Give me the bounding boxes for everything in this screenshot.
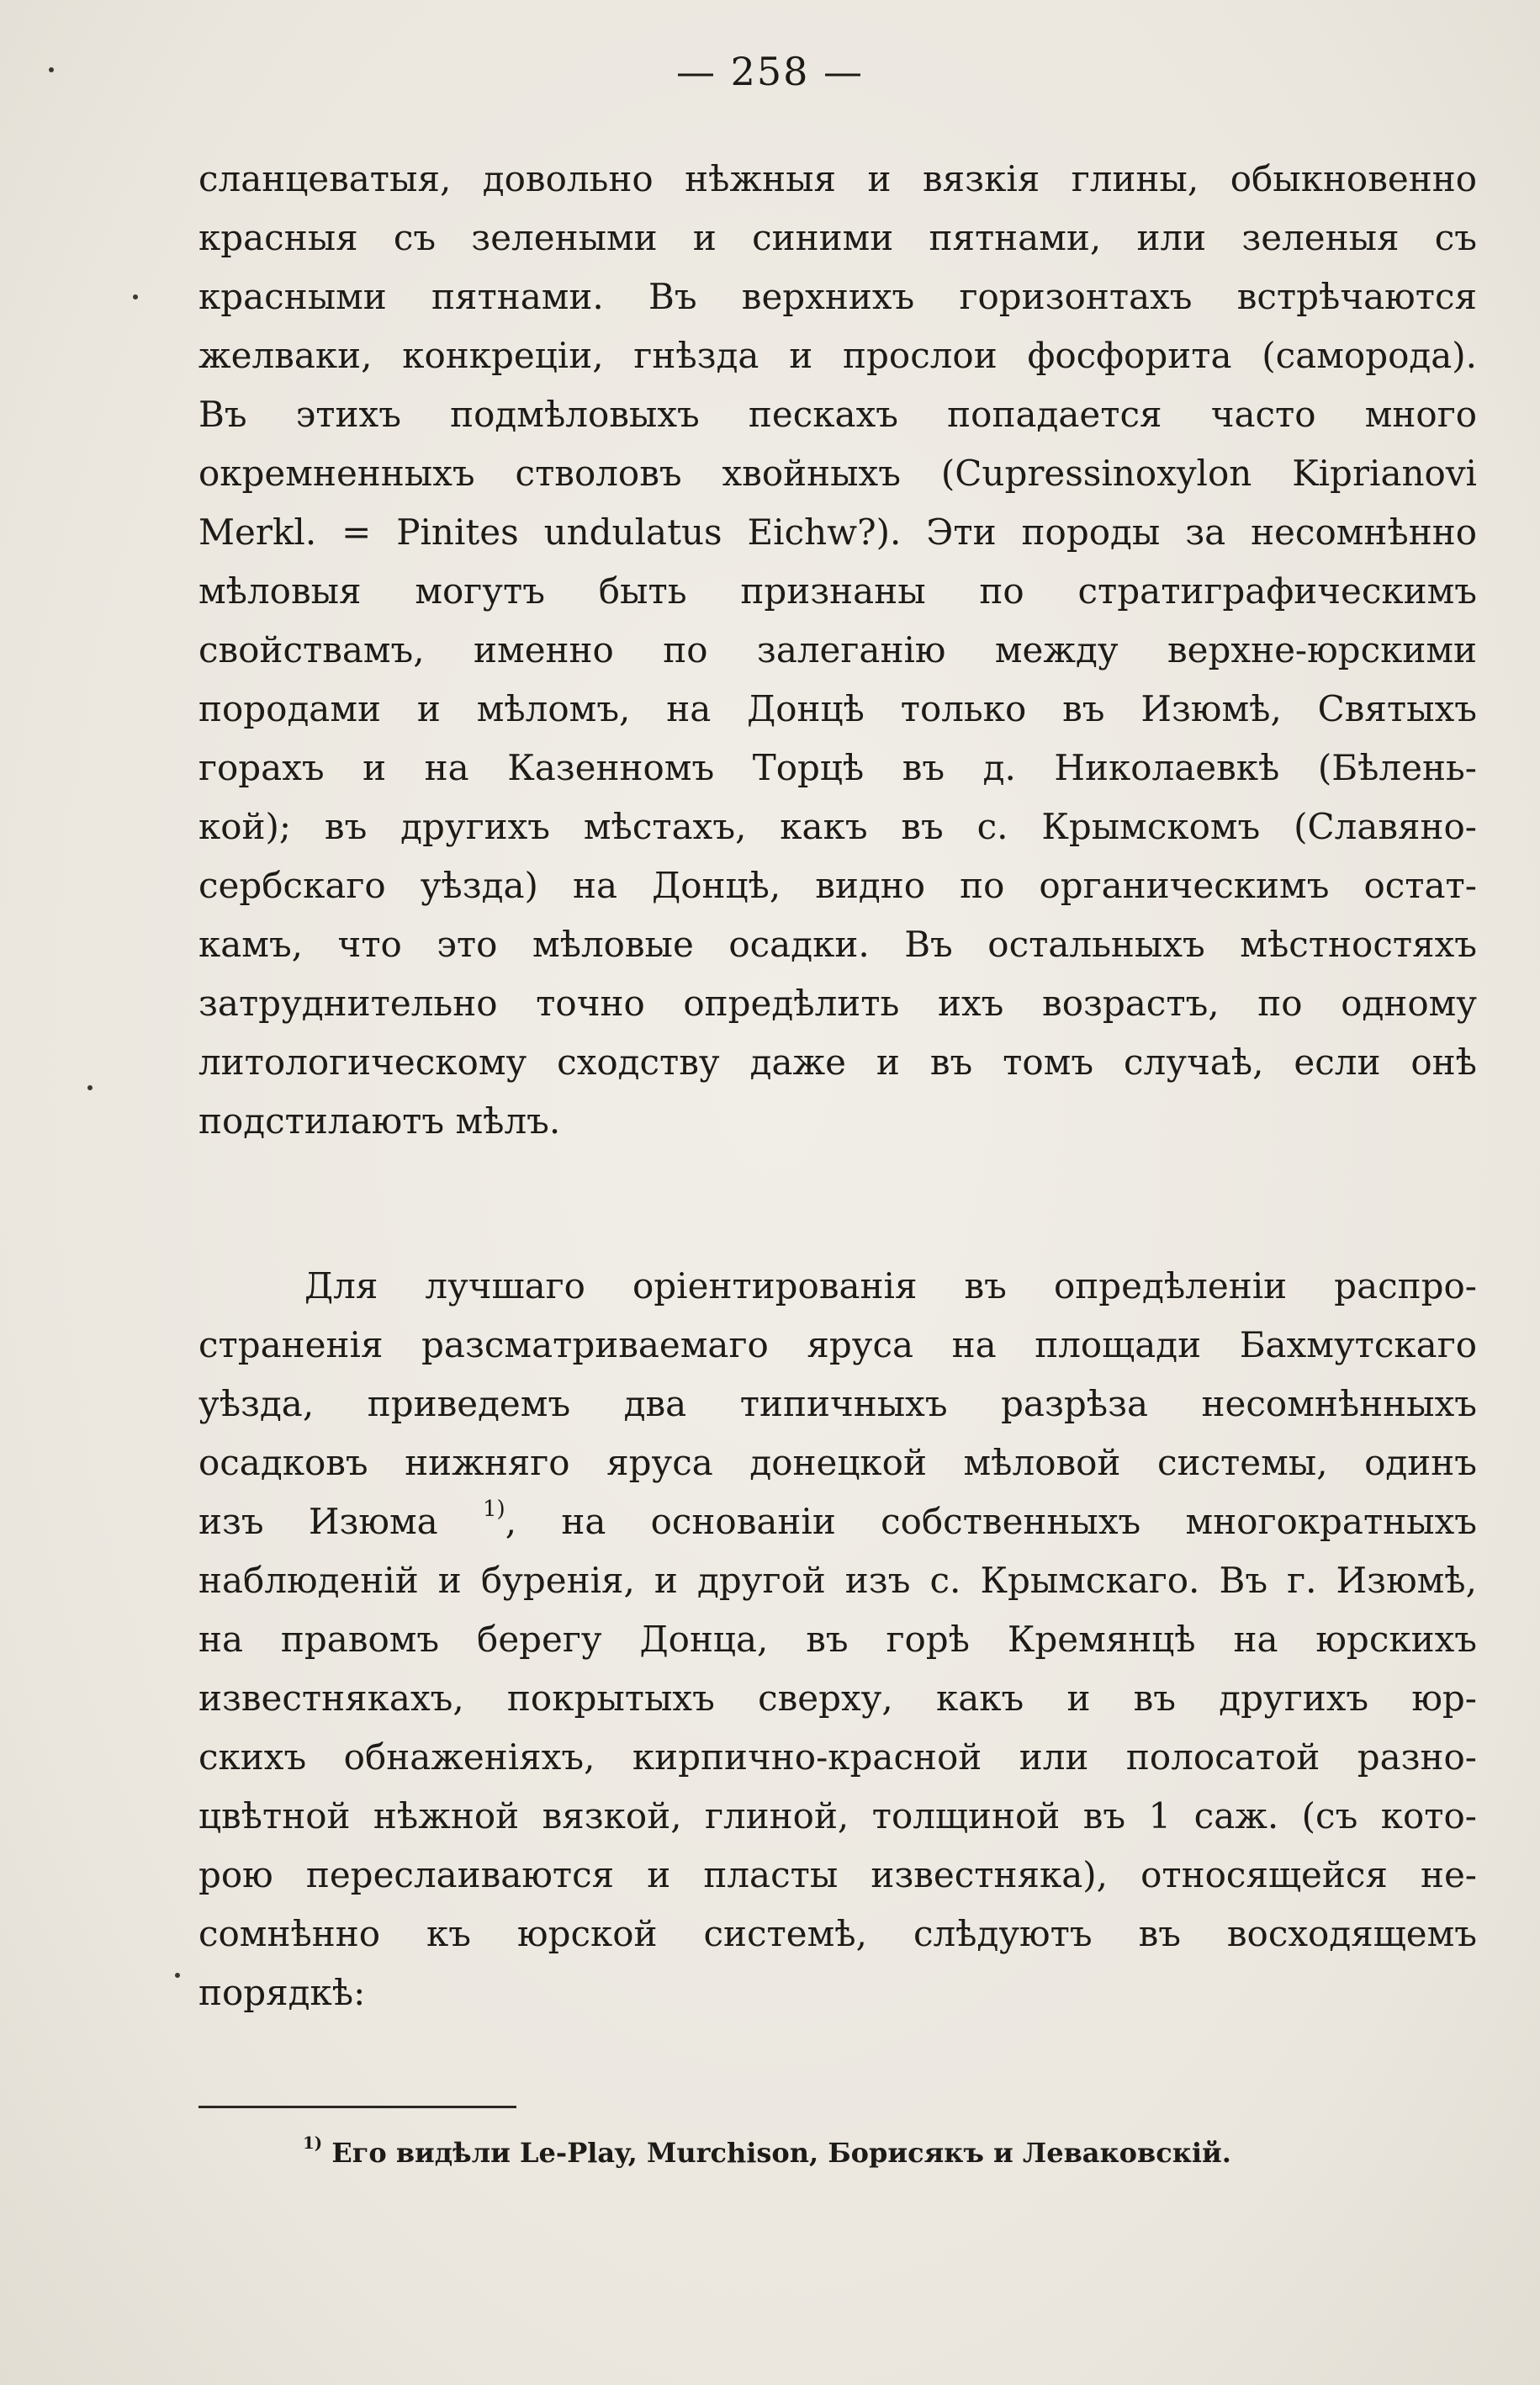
text-line: литологическому сходству даже и въ томъ случаѣ, если онѣ [198, 1041, 1477, 1083]
text-line: мѣловыя могутъ быть признаны по стратиграфическимъ [198, 570, 1477, 612]
print-speck [175, 1973, 180, 1978]
text-line: рою переслаиваются и пласты известняка), относящейся не- [198, 1854, 1477, 1895]
text-line: Въ этихъ подмѣловыхъ пескахъ попадается часто много [198, 394, 1477, 435]
text-line: наблюденій и буренія, и другой изъ с. Крымскаго. Въ г. Изюмѣ, [198, 1560, 1477, 1601]
text-line: желваки, конкреціи, гнѣзда и прослои фосфорита (самородa). [198, 335, 1477, 376]
text-line: горахъ и на Казенномъ Торцѣ въ д. Николаевкѣ (Бѣлень- [198, 747, 1477, 788]
text-line: скихъ обнаженіяхъ, кирпично-красной или полосатой разно- [198, 1736, 1477, 1778]
text-line: известнякахъ, покрытыхъ сверху, какъ и въ другихъ юр- [198, 1677, 1477, 1719]
print-speck [87, 1085, 93, 1090]
text-line: окремненныхъ стволовъ хвойныхъ (Cupressinoxylon Kiprianovi [198, 453, 1477, 494]
page-number: — 258 — [675, 49, 865, 94]
text-line: сомнѣнно къ юрской системѣ, слѣдуютъ въ восходящемъ [198, 1913, 1477, 1954]
text-line: подстилаютъ мѣлъ. [198, 1100, 561, 1142]
text-line: красныя съ зелеными и синими пятнами, или зеленыя съ [198, 217, 1477, 258]
text-line: Для лучшаго оріентированія въ опредѣленіи распро- [304, 1265, 1477, 1306]
text-line: уѣзда, приведемъ два типичныхъ разрѣза несомнѣнныхъ [198, 1383, 1477, 1424]
text-line: страненія разсматриваемаго яруса на площади Бахмутскаго [198, 1324, 1477, 1365]
text-line: осадковъ нижняго яруса донецкой мѣловой системы, одинъ [198, 1442, 1477, 1483]
text-line: цвѣтной нѣжной вязкой, глиной, толщиной въ 1 саж. (съ кото- [198, 1795, 1477, 1836]
text-line: сербскаго уѣзда) на Донцѣ, видно по органическимъ остат- [198, 865, 1477, 906]
text-line: красными пятнами. Въ верхнихъ горизонтахъ встрѣчаются [198, 276, 1477, 317]
text-line-with-footnote-ref [198, 1492, 1477, 1551]
text-line: порядкѣ: [198, 1972, 366, 2013]
footnote-marker: 1) [303, 2133, 323, 2154]
print-speck [49, 67, 54, 72]
footnote-text: Его видѣли Le-Play, Murchison, Борисякъ и Леваковскій. [331, 2137, 1231, 2169]
text-line: свойствамъ, именно по залеганію между верхне-юрскими [198, 629, 1477, 670]
text-line: камъ, что это мѣловые осадки. Въ остальныхъ мѣстностяхъ [198, 924, 1477, 965]
paragraph-1 [198, 150, 1477, 1151]
text-fragment: , на основаніи собственныхъ многократныхъ [505, 1501, 1478, 1542]
text-fragment: изъ Изюма [198, 1501, 438, 1542]
text-line: Merkl. = Pinites undulatus Eichw?). Эти породы за несомнѣнно [198, 511, 1477, 553]
footnote-divider [198, 2106, 516, 2108]
print-speck [133, 294, 138, 299]
text-line: затруднительно точно опредѣлить ихъ возрастъ, по одному [198, 983, 1477, 1024]
footnote-reference: 1) [482, 1497, 505, 1523]
text-line: сланцеватыя, довольно нѣжныя и вязкія глины, обыкновенно [198, 158, 1477, 199]
text-line: на правомъ берегу Донца, въ горѣ Кремянцѣ на юрскихъ [198, 1619, 1477, 1660]
paragraph-2 [198, 1257, 1477, 2022]
footnote [303, 2133, 1231, 2169]
text-line: породами и мѣломъ, на Донцѣ только въ Изюмѣ, Святыхъ [198, 688, 1477, 729]
text-line: кой); въ другихъ мѣстахъ, какъ въ с. Крымскомъ (Славяно- [198, 806, 1477, 847]
